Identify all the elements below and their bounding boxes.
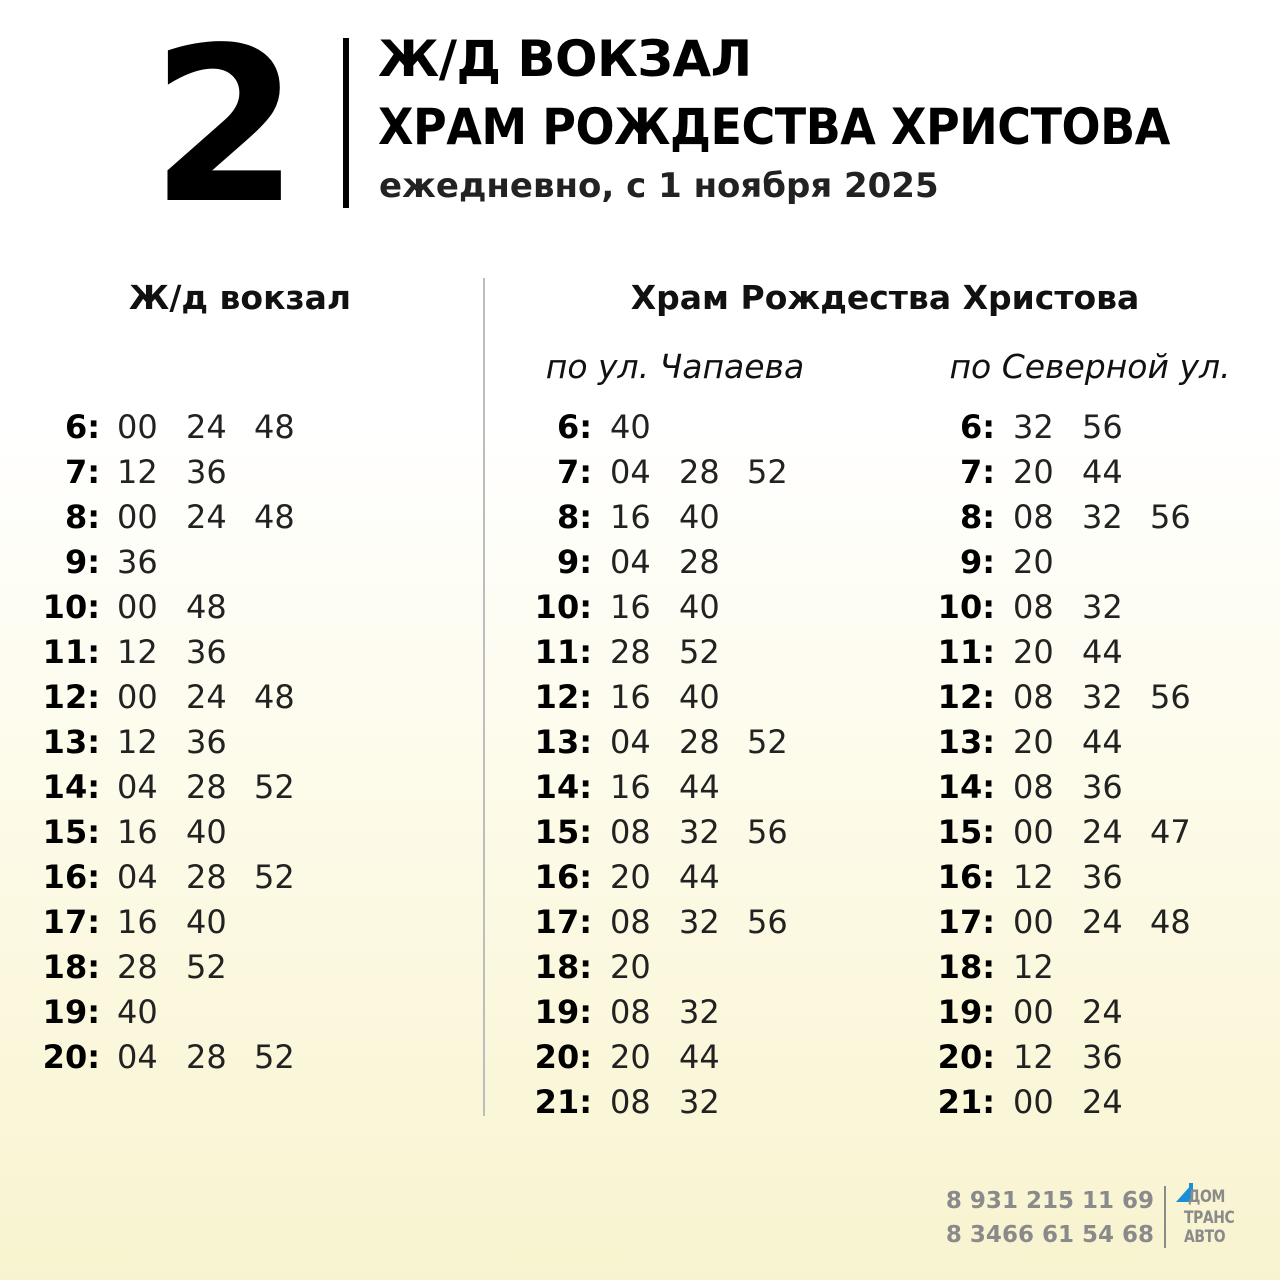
- logo-line-1: ДОМ: [1188, 1187, 1225, 1207]
- schedule-validity: ежедневно, с 1 ноября 2025: [379, 166, 939, 206]
- hour-label: 16:: [937, 858, 995, 896]
- hour-label: 20:: [534, 1038, 592, 1076]
- table-row: [895, 495, 1275, 540]
- minute-value: 08: [1013, 768, 1054, 806]
- table-row: [492, 405, 912, 450]
- hour-label: 7:: [64, 453, 100, 491]
- minute-value: 20: [1013, 543, 1054, 581]
- minute-value: 12: [1013, 948, 1054, 986]
- hour-label: 10:: [42, 588, 100, 626]
- minute-value: 24: [1082, 813, 1123, 851]
- route-destination-line2: ХРАМ РОЖДЕСТВА ХРИСТОВА: [378, 98, 1170, 156]
- hour-label: 12:: [937, 678, 995, 716]
- table-row: [0, 855, 420, 900]
- hour-label: 7:: [556, 453, 592, 491]
- minute-value: 08: [610, 993, 651, 1031]
- minute-value: 32: [1082, 498, 1123, 536]
- table-row: [895, 900, 1275, 945]
- table-row: [492, 630, 912, 675]
- minute-value: 44: [1082, 633, 1123, 671]
- minute-value: 24: [186, 408, 227, 446]
- hour-label: 20:: [42, 1038, 100, 1076]
- hour-label: 12:: [42, 678, 100, 716]
- hour-label: 11:: [534, 633, 592, 671]
- minute-value: 40: [679, 498, 720, 536]
- table-row: [895, 720, 1275, 765]
- minute-value: 00: [117, 498, 158, 536]
- hour-label: 11:: [42, 633, 100, 671]
- hour-label: 18:: [534, 948, 592, 986]
- minute-value: 52: [254, 1038, 295, 1076]
- hour-label: 13:: [42, 723, 100, 761]
- minute-value: 24: [1082, 903, 1123, 941]
- hour-label: 14:: [42, 768, 100, 806]
- minute-value: 32: [679, 1083, 720, 1121]
- subtitle-chapaeva: по ул. Чапаева: [545, 347, 805, 386]
- table-row: [492, 945, 912, 990]
- timetable-station: [0, 405, 420, 1080]
- table-row: [895, 990, 1275, 1035]
- hour-label: 12:: [534, 678, 592, 716]
- table-row: [492, 900, 912, 945]
- minute-value: 20: [610, 1038, 651, 1076]
- minute-value: 56: [747, 813, 788, 851]
- hour-label: 15:: [42, 813, 100, 851]
- minute-value: 47: [1150, 813, 1191, 851]
- table-row: [492, 990, 912, 1035]
- minute-value: 36: [1082, 1038, 1123, 1076]
- minute-value: 08: [610, 903, 651, 941]
- hour-label: 21:: [534, 1083, 592, 1121]
- minute-value: 16: [610, 588, 651, 626]
- hour-label: 16:: [42, 858, 100, 896]
- minute-value: 04: [117, 768, 158, 806]
- table-row: [492, 1080, 912, 1125]
- table-row: [492, 540, 912, 585]
- hour-label: 7:: [959, 453, 995, 491]
- minute-value: 12: [1013, 858, 1054, 896]
- hour-label: 11:: [937, 633, 995, 671]
- route-destination-line1: Ж/Д ВОКЗАЛ: [378, 30, 752, 88]
- minute-value: 40: [186, 903, 227, 941]
- minute-value: 36: [1082, 858, 1123, 896]
- minute-value: 32: [1082, 678, 1123, 716]
- hour-label: 8:: [64, 498, 100, 536]
- minute-value: 28: [186, 768, 227, 806]
- minute-value: 28: [610, 633, 651, 671]
- minute-value: 00: [1013, 993, 1054, 1031]
- table-row: [895, 630, 1275, 675]
- minute-value: 04: [610, 453, 651, 491]
- timetable-severnaya: [895, 405, 1275, 1125]
- table-row: [0, 720, 420, 765]
- hour-label: 19:: [42, 993, 100, 1031]
- minute-value: 24: [1082, 1083, 1123, 1121]
- minute-value: 24: [1082, 993, 1123, 1031]
- minute-value: 44: [679, 768, 720, 806]
- minute-value: 04: [117, 858, 158, 896]
- minute-value: 12: [1013, 1038, 1054, 1076]
- table-row: [895, 1080, 1275, 1125]
- minute-value: 44: [1082, 723, 1123, 761]
- minute-value: 08: [1013, 498, 1054, 536]
- minute-value: 40: [117, 993, 158, 1031]
- column-title-station: Ж/д вокзал: [128, 278, 352, 317]
- minute-value: 16: [117, 813, 158, 851]
- minute-value: 24: [186, 498, 227, 536]
- minute-value: 20: [1013, 453, 1054, 491]
- minute-value: 16: [610, 768, 651, 806]
- minute-value: 52: [186, 948, 227, 986]
- hour-label: 14:: [937, 768, 995, 806]
- minute-value: 56: [1082, 408, 1123, 446]
- minute-value: 36: [186, 723, 227, 761]
- hour-label: 15:: [937, 813, 995, 851]
- hour-label: 15:: [534, 813, 592, 851]
- hour-label: 14:: [534, 768, 592, 806]
- hour-label: 16:: [534, 858, 592, 896]
- table-row: [492, 720, 912, 765]
- minute-value: 16: [117, 903, 158, 941]
- minute-value: 04: [610, 723, 651, 761]
- table-row: [0, 450, 420, 495]
- minute-value: 20: [1013, 633, 1054, 671]
- hour-label: 9:: [556, 543, 592, 581]
- minute-value: 36: [1082, 768, 1123, 806]
- minute-value: 56: [1150, 678, 1191, 716]
- minute-value: 04: [610, 543, 651, 581]
- table-row: [0, 405, 420, 450]
- hour-label: 17:: [42, 903, 100, 941]
- hour-label: 13:: [534, 723, 592, 761]
- minute-value: 12: [117, 633, 158, 671]
- minute-value: 48: [254, 498, 295, 536]
- route-number: 2: [150, 2, 296, 251]
- table-row: [895, 675, 1275, 720]
- table-row: [492, 675, 912, 720]
- minute-value: 12: [117, 723, 158, 761]
- table-row: [492, 450, 912, 495]
- minute-value: 24: [186, 678, 227, 716]
- minute-value: 32: [679, 813, 720, 851]
- phone-number-1: 8 931 215 11 69: [945, 1188, 1154, 1214]
- minute-value: 32: [679, 993, 720, 1031]
- table-row: [492, 765, 912, 810]
- table-row: [0, 540, 420, 585]
- minute-value: 28: [679, 453, 720, 491]
- minute-value: 28: [117, 948, 158, 986]
- minute-value: 32: [679, 903, 720, 941]
- table-row: [895, 765, 1275, 810]
- minute-value: 40: [186, 813, 227, 851]
- hour-label: 17:: [937, 903, 995, 941]
- phone-number-2: 8 3466 61 54 68: [945, 1222, 1154, 1248]
- minute-value: 36: [117, 543, 158, 581]
- hour-label: 19:: [534, 993, 592, 1031]
- minute-value: 08: [610, 813, 651, 851]
- table-row: [0, 495, 420, 540]
- minute-value: 52: [747, 723, 788, 761]
- minute-value: 36: [186, 453, 227, 491]
- table-row: [0, 945, 420, 990]
- minute-value: 44: [1082, 453, 1123, 491]
- hour-label: 8:: [556, 498, 592, 536]
- hour-label: 10:: [937, 588, 995, 626]
- table-row: [0, 675, 420, 720]
- table-row: [895, 855, 1275, 900]
- minute-value: 00: [1013, 1083, 1054, 1121]
- minute-value: 56: [747, 903, 788, 941]
- minute-value: 52: [254, 858, 295, 896]
- minute-value: 40: [610, 408, 651, 446]
- contacts: [900, 1184, 1154, 1252]
- header-divider: [343, 38, 349, 208]
- minute-value: 04: [117, 1038, 158, 1076]
- table-row: [895, 405, 1275, 450]
- contacts-divider: [1164, 1186, 1166, 1248]
- company-logo: [1172, 1180, 1252, 1250]
- minute-value: 44: [679, 1038, 720, 1076]
- minute-value: 48: [254, 678, 295, 716]
- table-row: [0, 630, 420, 675]
- minute-value: 00: [117, 678, 158, 716]
- minute-value: 00: [117, 408, 158, 446]
- minute-value: 08: [1013, 588, 1054, 626]
- minute-value: 40: [679, 588, 720, 626]
- hour-label: 9:: [64, 543, 100, 581]
- hour-label: 6:: [64, 408, 100, 446]
- table-row: [895, 945, 1275, 990]
- hour-label: 8:: [959, 498, 995, 536]
- minute-value: 52: [254, 768, 295, 806]
- table-row: [0, 585, 420, 630]
- table-row: [0, 810, 420, 855]
- hour-label: 20:: [937, 1038, 995, 1076]
- table-row: [895, 810, 1275, 855]
- minute-value: 28: [186, 1038, 227, 1076]
- minute-value: 28: [186, 858, 227, 896]
- hour-label: 18:: [937, 948, 995, 986]
- table-row: [492, 495, 912, 540]
- hour-label: 17:: [534, 903, 592, 941]
- table-row: [0, 990, 420, 1035]
- logo-line-2: ТРАНС: [1184, 1208, 1235, 1228]
- table-row: [492, 855, 912, 900]
- hour-label: 9:: [959, 543, 995, 581]
- minute-value: 20: [610, 858, 651, 896]
- minute-value: 08: [1013, 678, 1054, 716]
- table-row: [895, 450, 1275, 495]
- minute-value: 28: [679, 723, 720, 761]
- column-divider: [483, 278, 485, 1116]
- subtitle-severnaya: по Северной ул.: [949, 347, 1231, 386]
- table-row: [895, 585, 1275, 630]
- column-title-temple: Храм Рождества Христова: [630, 278, 1140, 317]
- hour-label: 21:: [937, 1083, 995, 1121]
- minute-value: 00: [1013, 903, 1054, 941]
- minute-value: 32: [1082, 588, 1123, 626]
- hour-label: 19:: [937, 993, 995, 1031]
- table-row: [492, 810, 912, 855]
- table-row: [492, 585, 912, 630]
- hour-label: 6:: [959, 408, 995, 446]
- minute-value: 16: [610, 498, 651, 536]
- minute-value: 48: [1150, 903, 1191, 941]
- minute-value: 08: [610, 1083, 651, 1121]
- hour-label: 10:: [534, 588, 592, 626]
- minute-value: 28: [679, 543, 720, 581]
- minute-value: 44: [679, 858, 720, 896]
- minute-value: 48: [254, 408, 295, 446]
- hour-label: 18:: [42, 948, 100, 986]
- minute-value: 56: [1150, 498, 1191, 536]
- timetable-chapaeva: [492, 405, 912, 1125]
- minute-value: 20: [1013, 723, 1054, 761]
- minute-value: 20: [610, 948, 651, 986]
- minute-value: 52: [747, 453, 788, 491]
- minute-value: 36: [186, 633, 227, 671]
- minute-value: 52: [679, 633, 720, 671]
- minute-value: 12: [117, 453, 158, 491]
- minute-value: 48: [186, 588, 227, 626]
- table-row: [0, 765, 420, 810]
- table-row: [0, 900, 420, 945]
- minute-value: 00: [1013, 813, 1054, 851]
- hour-label: 6:: [556, 408, 592, 446]
- table-row: [0, 1035, 420, 1080]
- minute-value: 40: [679, 678, 720, 716]
- minute-value: 16: [610, 678, 651, 716]
- logo-line-3: АВТО: [1184, 1227, 1226, 1247]
- minute-value: 00: [117, 588, 158, 626]
- minute-value: 32: [1013, 408, 1054, 446]
- table-row: [492, 1035, 912, 1080]
- table-row: [895, 540, 1275, 585]
- table-row: [895, 1035, 1275, 1080]
- hour-label: 13:: [937, 723, 995, 761]
